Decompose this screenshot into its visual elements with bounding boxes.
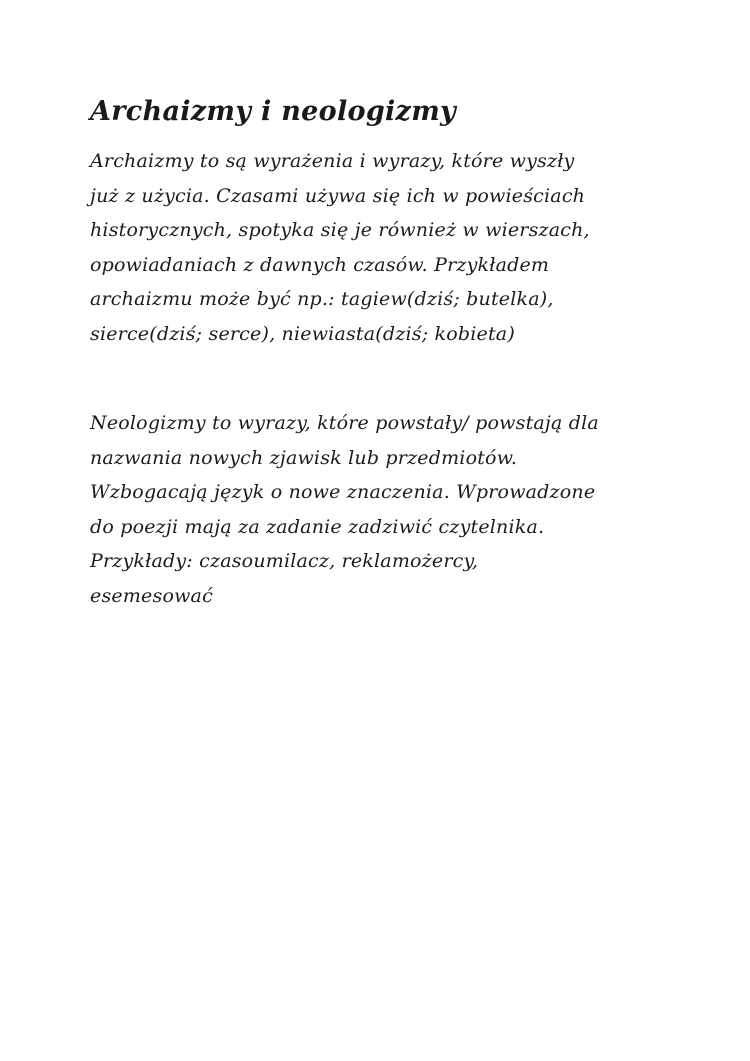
paragraph-line: sierce(dziś; serce), niewiasta(dziś; kobieta) [90, 322, 515, 345]
document-title: Archaizmy i neologizmy [90, 96, 457, 127]
paragraph-line: esemesować [90, 584, 213, 607]
paragraph-line: archaizmu może być np.: tagiew(dziś; butelka), [90, 288, 554, 310]
paragraph-line: Archaizmy to są wyrażenia i wyrazy, które wyszły [90, 150, 575, 172]
paragraph-line: opowiadaniach z dawnych czasów. Przykładem [90, 253, 550, 276]
paragraph-line: już z użycia. Czasami używa się ich w powieściach [90, 184, 586, 207]
paragraph-line: historycznych, spotyka się je również w wierszach, [90, 219, 590, 241]
paragraph-line: do poezji mają za zadanie zadziwić czytelnika. [90, 515, 545, 538]
paragraph-line: Neologizmy to wyrazy, które powstały/ powstają dla [90, 412, 599, 434]
paragraph-line: nazwania nowych zjawisk lub przedmiotów. [90, 446, 518, 469]
paragraph-line: Wzbogacają język o nowe znaczenia. Wprowadzone [90, 481, 596, 503]
paragraph-archaisms [90, 144, 590, 351]
paragraph-line: Przykłady: czasoumilacz, reklamożercy, [90, 550, 479, 572]
paragraph-neologisms [90, 406, 599, 613]
